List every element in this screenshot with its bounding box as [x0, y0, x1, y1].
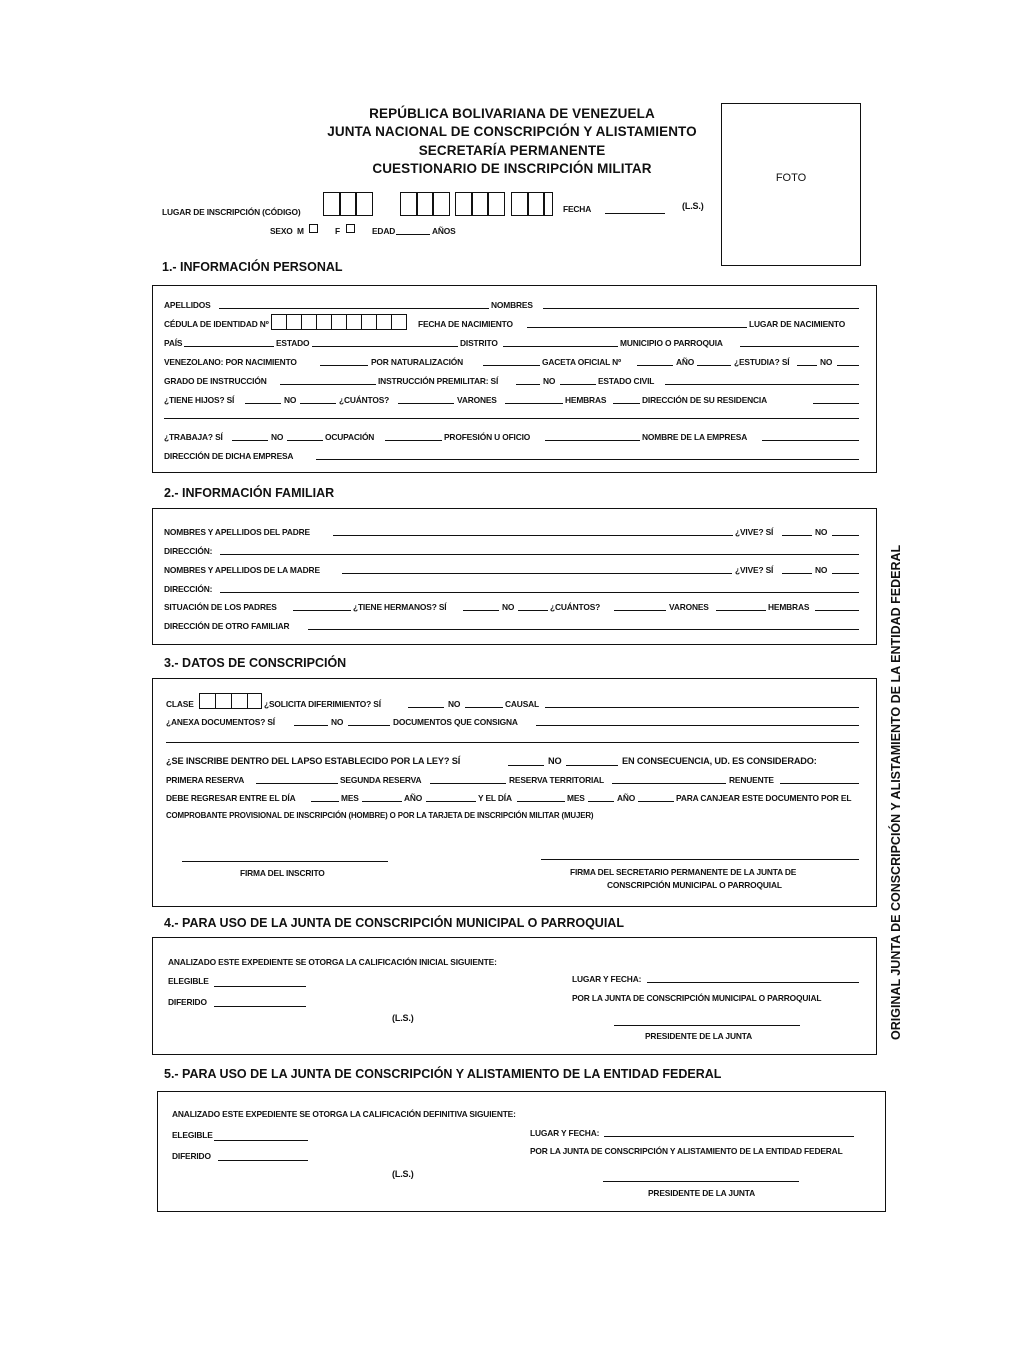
cedula-cell[interactable]: [376, 314, 392, 330]
consigna-line-2[interactable]: [166, 742, 859, 743]
apellidos-label: APELLIDOS: [164, 300, 211, 310]
s4-lugar-line[interactable]: [647, 982, 859, 983]
hijos-no-label: NO: [284, 395, 297, 405]
madre-direccion-line[interactable]: [220, 592, 859, 593]
cedula-cell[interactable]: [301, 314, 317, 330]
sexo-m-checkbox[interactable]: [309, 224, 318, 233]
s5-elegible-line[interactable]: [214, 1140, 308, 1141]
s5-presidente-line[interactable]: [603, 1181, 799, 1182]
estado-line[interactable]: [312, 346, 458, 347]
renuente-line[interactable]: [780, 783, 859, 784]
cedula-cell[interactable]: [346, 314, 362, 330]
lugar-inscripcion-label: LUGAR DE INSCRIPCIÓN (CÓDIGO): [162, 207, 301, 217]
padre-vive-label: ¿VIVE? SÍ: [735, 527, 774, 537]
grado-label: GRADO DE INSTRUCCIÓN: [164, 376, 267, 386]
hijos-no-line[interactable]: [300, 403, 336, 404]
section-4-title: 4.- PARA USO DE LA JUNTA DE CONSCRIPCIÓN MUNICIPAL O PARROQUIAL: [164, 916, 624, 930]
territorial-line[interactable]: [612, 783, 726, 784]
direccion-res-line[interactable]: [813, 403, 859, 404]
municipio-line[interactable]: [740, 346, 859, 347]
otro-familiar-line[interactable]: [308, 629, 859, 630]
dir-empresa-line[interactable]: [316, 459, 859, 460]
segunda-reserva-label: SEGUNDA RESERVA: [340, 775, 422, 785]
hermanos-varones-label: VARONES: [669, 602, 709, 612]
s4-elegible-label: ELEGIBLE: [168, 976, 209, 986]
venezolano-line[interactable]: [320, 365, 368, 366]
cedula-cell[interactable]: [391, 314, 407, 330]
estado-civil-label: ESTADO CIVIL: [598, 376, 655, 386]
firma-inscrito-label: FIRMA DEL INSCRITO: [240, 868, 325, 878]
situacion-line[interactable]: [293, 610, 351, 611]
s5-diferido-line[interactable]: [218, 1160, 308, 1161]
anos-label: AÑOS: [432, 226, 456, 236]
cuantos-label: ¿CUÁNTOS?: [339, 395, 390, 405]
lapso-no-line[interactable]: [566, 765, 618, 766]
debe-regresar-label: DEBE REGRESAR ENTRE EL DÍA: [166, 793, 296, 803]
anexa-si-line[interactable]: [294, 725, 328, 726]
codigo-cell[interactable]: [355, 192, 373, 216]
estudia-label: ¿ESTUDIA? SÍ: [734, 357, 790, 367]
firma-secretario-label-1: FIRMA DEL SECRETARIO PERMANENTE DE LA JUNTA DE: [570, 867, 797, 877]
cedula-cell[interactable]: [331, 314, 347, 330]
madre-vive-label: ¿VIVE? SÍ: [735, 565, 774, 575]
naturalizacion-label: POR NATURALIZACIÓN: [371, 357, 464, 367]
s4-presidente-line[interactable]: [614, 1025, 800, 1026]
clase-cell[interactable]: [247, 693, 262, 709]
clase-cell[interactable]: [199, 693, 216, 709]
madre-vive-no-label: NO: [815, 565, 828, 575]
trabaja-si-line[interactable]: [232, 440, 268, 441]
header-secretaria: SECRETARÍA PERMANENTE: [418, 143, 606, 158]
premilitar-si-line[interactable]: [516, 384, 540, 385]
sexo-m-label: M: [297, 226, 304, 236]
territorial-label: RESERVA TERRITORIAL: [509, 775, 605, 785]
hermanos-hembras-label: HEMBRAS: [768, 602, 810, 612]
hermanos-label: ¿TIENE HERMANOS? SÍ: [353, 602, 447, 612]
trabaja-no-label: NO: [271, 432, 284, 442]
s4-diferido-line[interactable]: [214, 1006, 306, 1007]
s4-lugar-label: LUGAR Y FECHA:: [572, 974, 642, 984]
otro-familiar-label: DIRECCIÓN DE OTRO FAMILIAR: [164, 621, 290, 631]
s4-ls-label: (L.S.): [392, 1013, 414, 1023]
direccion-res-label: DIRECCIÓN DE SU RESIDENCIA: [642, 395, 767, 405]
yel-mes-line[interactable]: [588, 801, 614, 802]
situacion-label: SITUACIÓN DE LOS PADRES: [164, 602, 277, 612]
firma-secretario-label-2: CONSCRIPCIÓN MUNICIPAL O PARROQUIAL: [607, 880, 782, 890]
hermanos-no-label: NO: [502, 602, 515, 612]
anexa-no-label: NO: [331, 717, 344, 727]
anexa-label: ¿ANEXA DOCUMENTOS? SÍ: [166, 717, 275, 727]
nombres-line[interactable]: [543, 308, 859, 309]
premilitar-no-line[interactable]: [560, 384, 596, 385]
estudia-no-label: NO: [820, 357, 833, 367]
consigna-label: DOCUMENTOS QUE CONSIGNA: [393, 717, 518, 727]
ocupacion-line[interactable]: [385, 440, 442, 441]
madre-vive-no-line[interactable]: [832, 573, 859, 574]
profesion-line[interactable]: [545, 440, 640, 441]
estudia-si-line[interactable]: [797, 365, 817, 366]
debe-dia-line[interactable]: [311, 801, 339, 802]
debe-mes-label: MES: [341, 793, 359, 803]
cedula-cell[interactable]: [361, 314, 377, 330]
primera-reserva-label: PRIMERA RESERVA: [166, 775, 245, 785]
codigo-cell[interactable]: [487, 192, 505, 216]
sexo-f-label: F: [335, 226, 340, 236]
consecuencia-label: EN CONSECUENCIA, UD. ES CONSIDERADO:: [622, 756, 817, 766]
s5-lugar-label: LUGAR Y FECHA:: [530, 1128, 600, 1138]
naturalizacion-line[interactable]: [483, 365, 540, 366]
dir-empresa-label: DIRECCIÓN DE DICHA EMPRESA: [164, 451, 294, 461]
madre-direccion-label: DIRECCIÓN:: [164, 584, 213, 594]
cuantos-line[interactable]: [398, 403, 454, 404]
yel-ano-label: AÑO: [617, 793, 636, 803]
yel-mes-label: MES: [567, 793, 585, 803]
section-2-title: 2.- INFORMACIÓN FAMILIAR: [164, 486, 335, 500]
padre-direccion-line[interactable]: [220, 554, 859, 555]
madre-vive-si-line[interactable]: [782, 573, 812, 574]
yel-dia-line[interactable]: [517, 801, 565, 802]
s5-ls-label: (L.S.): [392, 1169, 414, 1179]
side-vertical-text: ORIGINAL JUNTA DE CONSCRIPCIÓN Y ALISTAMIENTO DE LA ENTIDAD FEDERAL: [889, 544, 903, 1040]
premilitar-label: INSTRUCCIÓN PREMILITAR: SÍ: [378, 376, 499, 386]
varones-line[interactable]: [505, 403, 563, 404]
ano-line[interactable]: [697, 365, 731, 366]
padre-vive-si-line[interactable]: [782, 535, 812, 536]
lapso-label: ¿SE INSCRIBE DENTRO DEL LAPSO ESTABLECIDO POR LA LEY? SÍ: [166, 756, 461, 766]
diferimiento-si-line[interactable]: [408, 707, 444, 708]
anexa-no-line[interactable]: [348, 725, 390, 726]
renuente-label: RENUENTE: [729, 775, 774, 785]
cedula-cell[interactable]: [286, 314, 302, 330]
s4-presidente-label: PRESIDENTE DE LA JUNTA: [645, 1031, 752, 1041]
gaceta-label: GACETA OFICIAL Nº: [542, 357, 621, 367]
fecha-label: FECHA: [563, 204, 592, 214]
nombres-label: NOMBRES: [491, 300, 533, 310]
distrito-line[interactable]: [503, 346, 618, 347]
header-republica: REPÚBLICA BOLIVARIANA DE VENEZUELA: [369, 106, 655, 121]
s4-elegible-line[interactable]: [214, 986, 306, 987]
hermanos-no-line[interactable]: [518, 610, 548, 611]
hermanos-varones-line[interactable]: [716, 610, 766, 611]
hermanos-cuantos-label: ¿CUÁNTOS?: [550, 602, 601, 612]
estudia-no-line[interactable]: [837, 365, 859, 366]
edad-label: EDAD: [372, 226, 396, 236]
firma-inscrito-line[interactable]: [182, 861, 388, 862]
profesion-label: PROFESIÓN U OFICIO: [444, 432, 531, 442]
section-5-title: 5.- PARA USO DE LA JUNTA DE CONSCRIPCIÓN Y ALISTAMIENTO DE LA ENTIDAD FEDERAL: [164, 1067, 722, 1081]
ano-label: AÑO: [676, 357, 695, 367]
photo-label: FOTO: [775, 172, 807, 184]
s5-analizado-label: ANALIZADO ESTE EXPEDIENTE SE OTORGA LA CALIFICACIÓN DEFINITIVA SIGUIENTE:: [172, 1109, 516, 1119]
empresa-label: NOMBRE DE LA EMPRESA: [642, 432, 748, 442]
premilitar-no-label: NO: [543, 376, 556, 386]
fecha-nac-label: FECHA DE NACIMIENTO: [418, 319, 513, 329]
pais-line[interactable]: [184, 346, 274, 347]
distrito-label: DISTRITO: [460, 338, 498, 348]
s4-analizado-label: ANALIZADO ESTE EXPEDIENTE SE OTORGA LA CALIFICACIÓN INICIAL SIGUIENTE:: [168, 957, 497, 967]
hermanos-cuantos-line[interactable]: [614, 610, 666, 611]
madre-label: NOMBRES Y APELLIDOS DE LA MADRE: [164, 565, 320, 575]
padre-vive-no-label: NO: [815, 527, 828, 537]
fecha-line[interactable]: [605, 213, 665, 214]
causal-label: CAUSAL: [505, 699, 539, 709]
yel-ano-line[interactable]: [638, 801, 674, 802]
primera-reserva-line[interactable]: [256, 783, 338, 784]
madre-line[interactable]: [342, 573, 732, 574]
s5-presidente-label: PRESIDENTE DE LA JUNTA: [648, 1188, 755, 1198]
sexo-f-checkbox[interactable]: [346, 224, 355, 233]
trabaja-label: ¿TRABAJA? SÍ: [164, 432, 223, 442]
estado-civil-line[interactable]: [665, 384, 859, 385]
municipio-label: MUNICIPIO O PARROQUIA: [620, 338, 723, 348]
diferimiento-label: ¿SOLICITA DIFERIMIENTO? SÍ: [264, 699, 381, 709]
section-1-title: 1.- INFORMACIÓN PERSONAL: [162, 260, 343, 274]
ocupacion-label: OCUPACIÓN: [325, 432, 375, 442]
s5-por-label: POR LA JUNTA DE CONSCRIPCIÓN Y ALISTAMIENTO DE LA ENTIDAD FEDERAL: [530, 1146, 843, 1156]
sexo-label: SEXO: [270, 226, 293, 236]
codigo-cell[interactable]: [432, 192, 450, 216]
estado-label: ESTADO: [276, 338, 310, 348]
cedula-label: CÉDULA DE IDENTIDAD Nº: [164, 319, 269, 329]
diferimiento-no-line[interactable]: [465, 707, 503, 708]
s5-diferido-label: DIFERIDO: [172, 1151, 211, 1161]
comprobante-label: COMPROBANTE PROVISIONAL DE INSCRIPCIÓN (HOMBRE) O POR LA TARJETA DE INSCRIPCIÓN MILITAR (MUJER): [166, 811, 594, 820]
s4-por-label: POR LA JUNTA DE CONSCRIPCIÓN MUNICIPAL O PARROQUIAL: [572, 993, 822, 1003]
hermanos-hembras-line[interactable]: [815, 610, 859, 611]
photo-box[interactable]: [721, 103, 861, 266]
codigo-cell[interactable]: [543, 192, 553, 216]
varones-label: VARONES: [457, 395, 497, 405]
segunda-reserva-line[interactable]: [430, 783, 506, 784]
hijos-label: ¿TIENE HIJOS? SÍ: [164, 395, 235, 405]
clase-cell[interactable]: [215, 693, 232, 709]
header-junta: JUNTA NACIONAL DE CONSCRIPCIÓN Y ALISTAMIENTO: [327, 124, 697, 139]
causal-line[interactable]: [545, 707, 859, 708]
hembras-label: HEMBRAS: [565, 395, 607, 405]
venezolano-label: VENEZOLANO: POR NACIMIENTO: [164, 357, 297, 367]
pais-label: PAÍS: [164, 338, 183, 348]
edad-line[interactable]: [396, 234, 430, 235]
consigna-line[interactable]: [536, 725, 859, 726]
apellidos-line[interactable]: [219, 308, 489, 309]
grado-line[interactable]: [280, 384, 376, 385]
lapso-no-label: NO: [548, 756, 562, 766]
padre-label: NOMBRES Y APELLIDOS DEL PADRE: [164, 527, 310, 537]
debe-ano-label: AÑO: [404, 793, 423, 803]
section-3-title: 3.- DATOS DE CONSCRIPCIÓN: [164, 656, 347, 670]
debe-ano-line[interactable]: [426, 801, 476, 802]
firma-secretario-line[interactable]: [541, 859, 859, 860]
ls-label: (L.S.): [682, 201, 704, 211]
s5-elegible-label: ELEGIBLE: [172, 1130, 213, 1140]
empresa-line[interactable]: [762, 440, 859, 441]
s5-lugar-line[interactable]: [604, 1136, 854, 1137]
trabaja-no-line[interactable]: [287, 440, 323, 441]
cedula-cell[interactable]: [271, 314, 287, 330]
padre-line[interactable]: [333, 535, 733, 536]
fecha-nac-line[interactable]: [527, 327, 747, 328]
clase-label: CLASE: [166, 699, 194, 709]
direccion-res-line-2[interactable]: [164, 418, 859, 419]
lapso-si-line[interactable]: [508, 765, 544, 766]
canjear-label: PARA CANJEAR ESTE DOCUMENTO POR EL: [676, 793, 852, 803]
padre-vive-no-line[interactable]: [832, 535, 859, 536]
cedula-cell[interactable]: [316, 314, 332, 330]
lugar-nac-label: LUGAR DE NACIMIENTO: [749, 319, 846, 329]
diferimiento-no-label: NO: [448, 699, 461, 709]
hermanos-si-line[interactable]: [463, 610, 499, 611]
gaceta-line[interactable]: [637, 365, 673, 366]
padre-direccion-label: DIRECCIÓN:: [164, 546, 213, 556]
s4-diferido-label: DIFERIDO: [168, 997, 207, 1007]
hembras-line[interactable]: [613, 403, 640, 404]
clase-cell[interactable]: [231, 693, 248, 709]
debe-mes-line[interactable]: [362, 801, 402, 802]
hijos-si-line[interactable]: [245, 403, 281, 404]
yel-dia-label: Y EL DÍA: [478, 793, 512, 803]
header-cuestionario: CUESTIONARIO DE INSCRIPCIÓN MILITAR: [372, 161, 652, 176]
